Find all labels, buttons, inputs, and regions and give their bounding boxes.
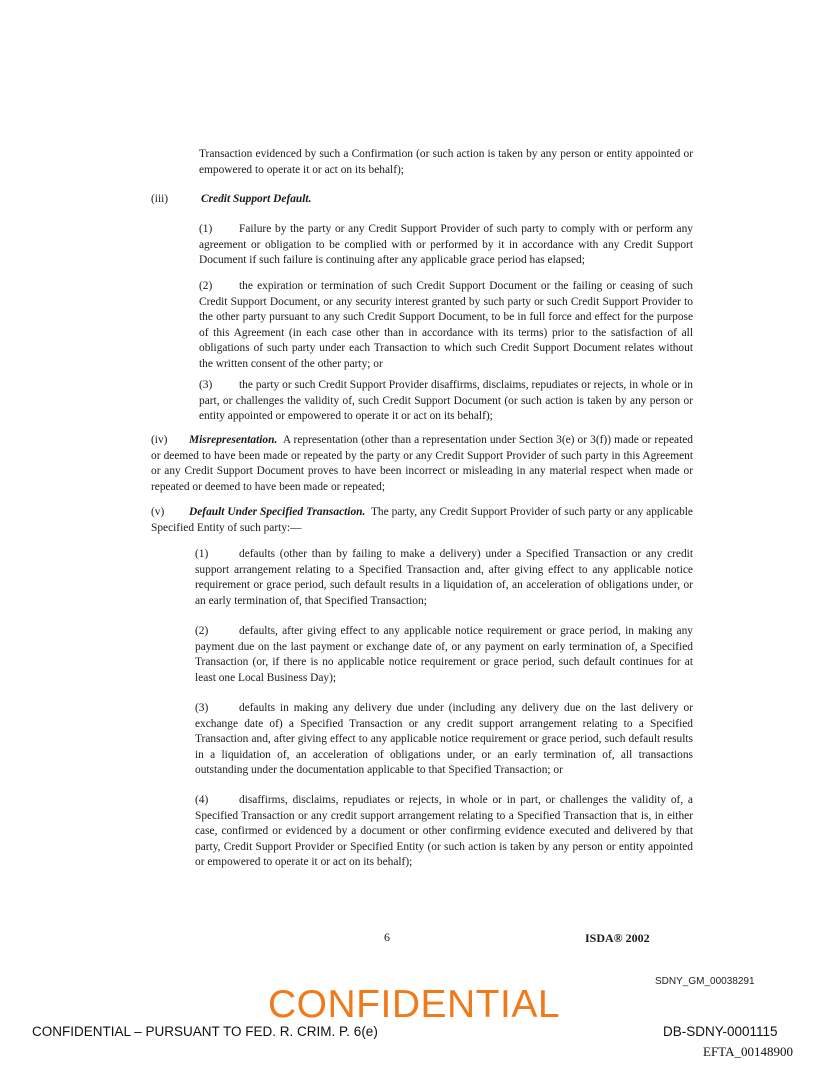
confidential-stamp: CONFIDENTIAL (268, 983, 561, 1026)
section-iii-heading (151, 192, 551, 208)
item-text: the expiration or termination of such Credit Support Document or the failing or ceasing of such Credit Support Document, or any security interest granted by such party or such Credit Support Provider to the other party pursuant to any such Credit Support Document, to be in full force and effect for the purpose of this Agreement (in each case other than in accordance with its terms) prior to the satisfaction of all obligations of such party under each Transaction to which such Credit Support Document relates without the written consent of the other party; or (199, 280, 693, 370)
item-text: defaults, after giving effect to any applicable notice requirement or grace period, in making any payment due on the last payment or exchange date of, or any payment on early termination of, a Specified Transaction (or, if there is no applicable notice requirement or grace period, such default continues for at least one Local Business Day); (195, 625, 693, 684)
item-text: defaults (other than by failing to make a delivery) under a Specified Transaction or any credit support arrangement relating to a Specified Transaction and, after giving effect to any applicable notice requirement or grace period, such default results in a liquidation of, an acceleration of obligations under, or an early termination of, that Specified Transaction; (195, 548, 693, 607)
item-text: the party or such Credit Support Provider disaffirms, disclaims, repudiates or rejects, in whole or in part, or challenges the validity of, such Credit Support Document (or such action is taken by any person or entity appointed or empowered to operate it or act on its behalf); (199, 379, 693, 423)
item-number: (3) (195, 702, 209, 714)
item-text: defaults in making any delivery due under (including any delivery due on the last delivery or exchange date of) a Specified Transaction or any credit support arrangement relating to a Specified Transaction and, after giving effect to any applicable notice requirement or grace period, such default results in a liquidation of, an acceleration of obligations under, or an early termination of, all transactions outstanding under the documentation applicable to that Specified Transaction; or (195, 702, 693, 777)
section-v-item-4 (195, 793, 693, 871)
section-v-title: Default Under Specified Transaction. (189, 506, 366, 518)
section-v-item-3 (195, 701, 693, 779)
section-iv-label: (iv) (151, 434, 168, 446)
section-v-item-2 (195, 624, 693, 686)
isda-mark: ISDA® 2002 (585, 931, 650, 945)
section-v-label: (v) (151, 506, 165, 518)
section-iii-label: (iii) (151, 193, 169, 205)
item-text: Failure by the party or any Credit Support Provider of such party to comply with or perform any agreement or obligation to be complied with or performed by it in accordance with any Credit Support Document if such failure is continuing after any applicable grace period has elapsed; (199, 223, 693, 267)
intro-paragraph: Transaction evidenced by such a Confirmation (or such action is taken by any person or entity appointed or empowered to operate it or act on its behalf); (199, 148, 693, 176)
section-v-text: The party, any Credit Support Provider of such party or any applicable Specified Entity of such party:— (151, 506, 693, 534)
section-iv-title: Misrepresentation. (189, 434, 278, 446)
item-text: disaffirms, disclaims, repudiates or rejects, in whole or in part, or challenges the validity of, a Specified Transaction or any credit support arrangement relating to a Specified Transaction that is, in either case, confirmed or evidenced by a document or other confirming evidence executed and delivered by that party, Credit Support Provider or Specified Entity (or such action is taken by any person or entity appointed or empowered to operate it or act on its behalf); (195, 794, 693, 869)
section-iii-item-1 (199, 222, 693, 269)
section-iii-item-3 (199, 378, 693, 425)
item-number: (3) (199, 379, 213, 391)
section-v-item-1 (195, 547, 693, 609)
item-number: (2) (195, 625, 209, 637)
bates-number-gm: SDNY_GM_00038291 (655, 976, 755, 987)
section-v-paragraph (151, 505, 693, 536)
bates-number-db: DB-SDNY-0001115 (663, 1024, 778, 1039)
section-iii-title: Credit Support Default. (201, 193, 312, 205)
efta-number: EFTA_00148900 (703, 1044, 793, 1059)
item-number: (1) (199, 223, 213, 235)
item-number: (2) (199, 280, 213, 292)
section-iii-item-2 (199, 279, 693, 373)
page-number: 6 (384, 930, 390, 944)
section-iv-paragraph (151, 433, 693, 495)
item-number: (4) (195, 794, 209, 806)
confidential-notice: CONFIDENTIAL – PURSUANT TO FED. R. CRIM. P. 6(e) (32, 1024, 378, 1039)
section-iv-text: A representation (other than a representation under Section 3(e) or 3(f)) made or repeated or deemed to have been made or repeated by the party or any Credit Support Provider of such party in this Agreement or any Credit Support Document proves to have been incorrect or misleading in any material respect when made or repeated or deemed to have been made or repeated; (151, 434, 693, 493)
item-number: (1) (195, 548, 209, 560)
